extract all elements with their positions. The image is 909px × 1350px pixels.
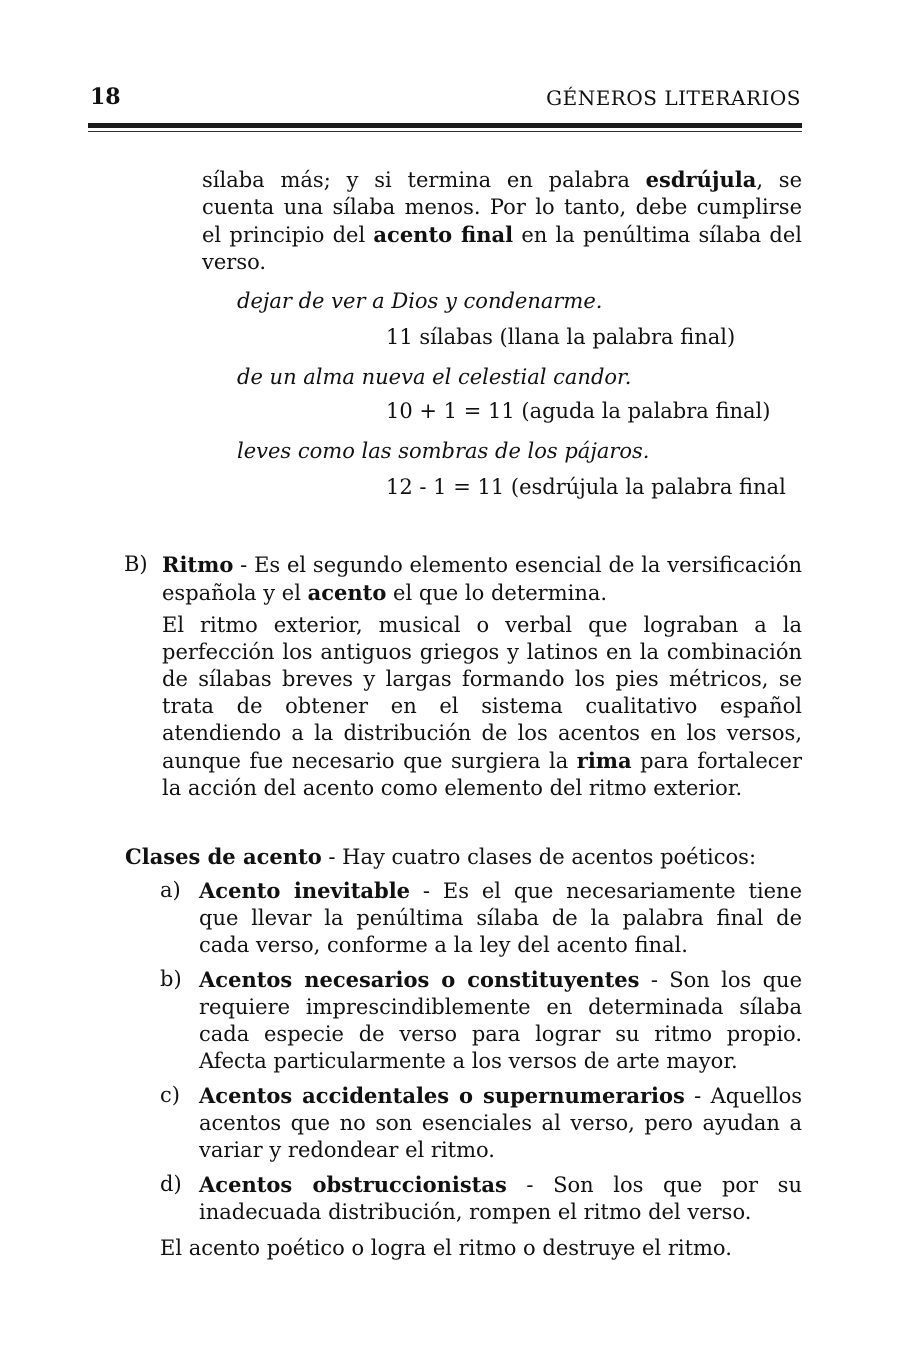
example-count-3: 12 - 1 = 11 (esdrújula la palabra final <box>386 475 786 499</box>
example-count-2: 10 + 1 = 11 (aguda la palabra final) <box>386 399 771 423</box>
list-item-b: Acentos necesarios o constituyentes - Son los que requiere imprescindiblemente en determinada sílaba cada especie de verso para lograr su ritmo propio. Afecta particularmente a los versos de arte mayor. <box>199 967 802 1073</box>
header-rule-thin <box>88 131 802 132</box>
ritmo-paragraph: Ritmo - Es el segundo elemento esencial de la versificación española y el acento el que lo determina. <box>162 552 802 605</box>
intro-paragraph: sílaba más; y si termina en palabra esdrújula, se cuenta una sílaba menos. Por lo tanto, debe cumplirse el principio del acento final en la penúltima sílaba del verso. <box>202 167 802 274</box>
closing-sentence: El acento poético o logra el ritmo o destruye el ritmo. <box>160 1236 732 1260</box>
page-number: 18 <box>90 84 121 110</box>
list-item-letter-a: a) <box>160 878 181 902</box>
example-count-1: 11 sílabas (llana la palabra final) <box>386 325 736 349</box>
example-verse-1: dejar de ver a Dios y condenarme. <box>237 289 603 313</box>
running-head: GÉNEROS LITERARIOS <box>546 86 801 110</box>
list-item-letter-b: b) <box>160 967 182 991</box>
example-verse-2: de un alma nueva el celestial candor. <box>237 365 632 389</box>
ritmo-paragraph-2: El ritmo exterior, musical o verbal que lograban a la perfección los antiguos griegos y latinos en la combinación de sílabas breves y largas formando los pies métricos, se trata de obtener en el sistema cualitativo español atendiendo a la distribución de los acentos en los versos, aunque fue necesario que surgiera la rima para fortalecer la acción del acento como elemento del ritmo exterior. <box>162 613 802 800</box>
list-item-letter-d: d) <box>160 1172 182 1196</box>
header-rule-thick <box>88 123 802 128</box>
list-item-d: Acentos obstruccionistas - Son los que por su inadecuada distribución, rompen el ritmo del verso. <box>199 1172 802 1224</box>
clases-heading: Clases de acento - Hay cuatro clases de acentos poéticos: <box>125 844 757 869</box>
list-item-letter-c: c) <box>160 1083 180 1107</box>
list-item-c: Acentos accidentales o supernumerarios - Aquellos acentos que no son esenciales al verso, pero ayudan a variar y redondear el ritmo. <box>199 1083 802 1162</box>
ritmo-letter: B) <box>124 552 148 576</box>
list-item-a: Acento inevitable - Es el que necesariamente tiene que llevar la penúltima sílaba de la palabra final de cada verso, conforme a la ley del acento final. <box>199 878 803 957</box>
example-verse-3: leves como las sombras de los pájaros. <box>237 439 650 463</box>
